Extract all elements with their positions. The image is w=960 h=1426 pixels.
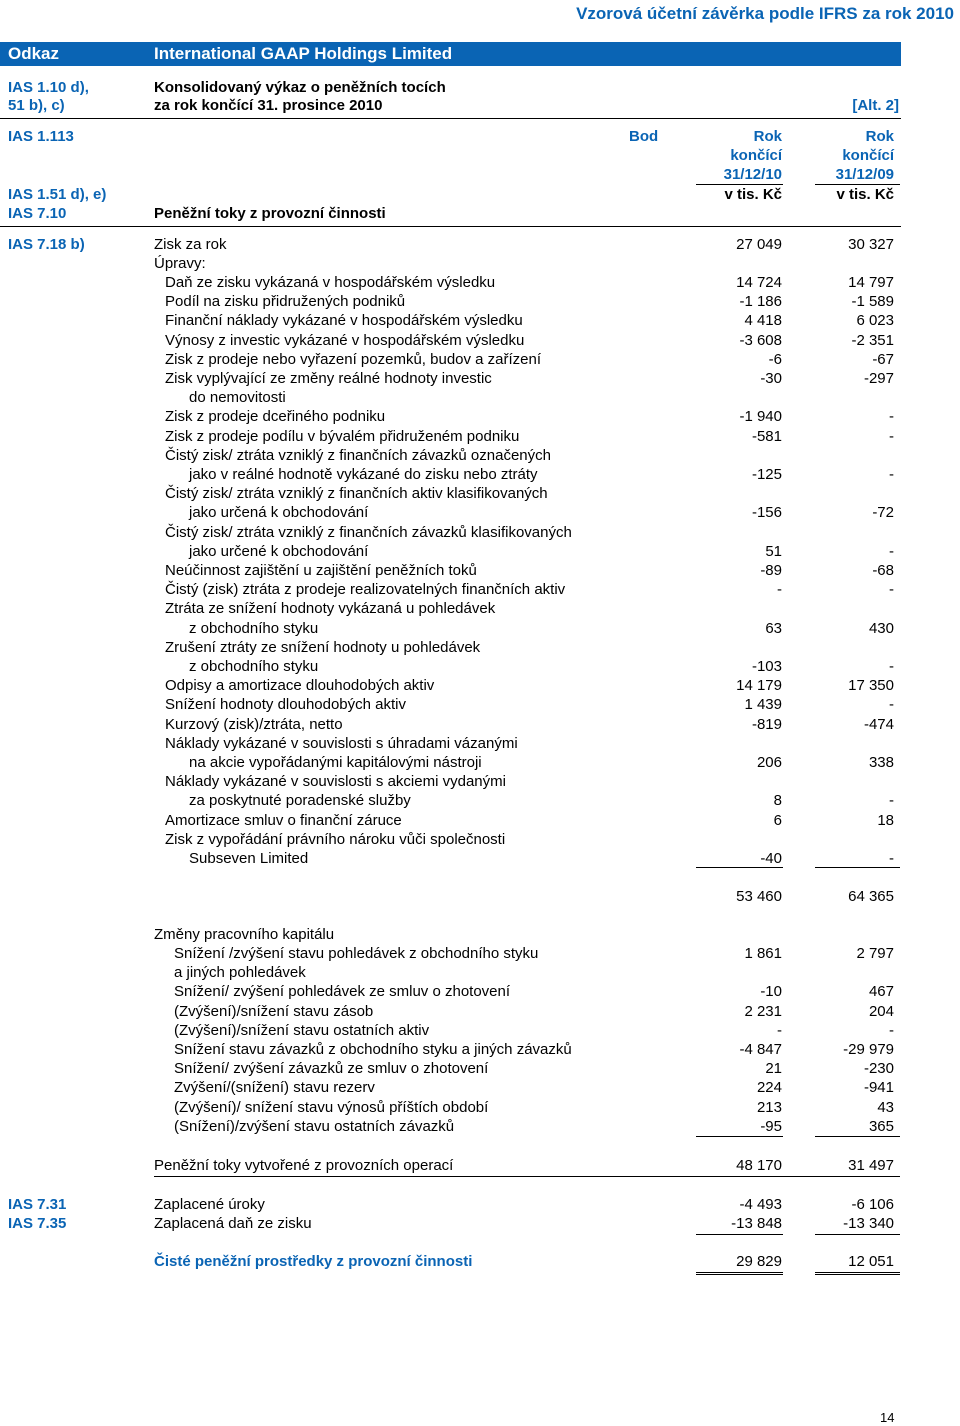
line-item-label: Zisk z prodeje nebo vyřazení pozemků, budov a zařízení [165, 351, 542, 368]
interest-label: Zaplacené úroky [154, 1196, 265, 1213]
line-item-label: a jiných pohledávek [174, 964, 306, 981]
line-item-value-2009: -941 [863, 1079, 894, 1096]
generated-value-2009: 31 497 [848, 1157, 894, 1174]
line-item-label: jako v reálné hodnotě vykázané do zisku nebo ztráty [189, 466, 538, 483]
net-cash-label: Čisté peněžní prostředky z provozní činnosti [154, 1253, 473, 1270]
line-item-value-2009: -1 589 [851, 293, 894, 310]
line-item-label: jako určená k obchodování [189, 504, 369, 521]
header-ref-2: IAS 1.51 d), e) [8, 186, 107, 203]
line-item-value-2010: 2 231 [744, 1003, 782, 1020]
line-item-label: Zisk vyplývající ze změny reálné hodnoty investic [165, 370, 492, 387]
line-item-value-2010: 1 861 [744, 945, 782, 962]
line-item-value-2010: 224 [756, 1079, 782, 1096]
company-name: International GAAP Holdings Limited [154, 44, 453, 63]
line-item-value-2010: -1 940 [739, 408, 782, 425]
interest-ref: IAS 7.31 [8, 1196, 67, 1213]
line-item-label: Snížení /zvýšení stavu pohledávek z obchodního styku [174, 945, 539, 962]
line-item-value-2009: 2 797 [856, 945, 894, 962]
line-item-value-2010: -3 608 [739, 332, 782, 349]
col2-header-rule [815, 184, 900, 185]
generated-value-2010: 48 170 [736, 1157, 782, 1174]
line-item-label: Čistý zisk/ ztráta vzniklý z finančních závazků označených [165, 447, 551, 464]
line-item-value-2009: -68 [872, 562, 894, 579]
wc-rule-2009 [815, 1136, 900, 1137]
line-item-value-2009: -72 [872, 504, 894, 521]
adjustments-label: Úpravy: [154, 255, 206, 272]
line-item-label: Zisk z prodeje dceřiného podniku [165, 408, 386, 425]
col2-unit: v tis. Kč [836, 186, 894, 203]
line-item-label: Ztráta ze snížení hodnoty vykázaná u pohledávek [165, 600, 496, 617]
title-underline [0, 118, 901, 119]
line-item-label: Zrušení ztráty ze snížení hodnoty u pohledávek [165, 639, 481, 656]
line-item-value-2010: -819 [751, 716, 782, 733]
line-item-label: z obchodního styku [189, 658, 319, 675]
profit-label: Zisk za rok [154, 236, 227, 253]
line-item-value-2010: -1 186 [739, 293, 782, 310]
interest-value-2010: -4 493 [739, 1196, 782, 1213]
profit-value-2009: 30 327 [848, 236, 894, 253]
line-item-label: Zisk z prodeje podílu v bývalém přidruženém podniku [165, 428, 520, 445]
col2-header-line-1: Rok [865, 128, 894, 145]
line-item-label: Kurzový (zisk)/ztráta, netto [165, 716, 343, 733]
line-item-value-2010: -4 847 [739, 1041, 782, 1058]
header-bottom-rule [0, 226, 901, 227]
statement-ref-line-1: IAS 1.10 d), [8, 79, 89, 96]
tax-value-2010: -13 848 [731, 1215, 782, 1232]
col1-header-line-1: Rok [753, 128, 782, 145]
line-item-value-2009: - [889, 658, 894, 675]
line-item-value-2010: -103 [751, 658, 782, 675]
line-item-value-2009: -474 [863, 716, 894, 733]
col1-header-rule [696, 184, 783, 185]
line-item-label: Náklady vykázané v souvislosti s úhradami vázanými [165, 735, 518, 752]
col2-header-line-2: končící [842, 147, 894, 164]
net-rule-2010-a [696, 1272, 783, 1273]
line-item-value-2009: -67 [872, 351, 894, 368]
line-item-value-2009: 430 [868, 620, 894, 637]
line-item-value-2009: - [889, 581, 894, 598]
line-item-label: Čistý zisk/ ztráta vzniklý z finančních aktiv klasifikovaných [165, 485, 548, 502]
line-item-value-2010: 63 [765, 620, 782, 637]
statement-ref-line-2: 51 b), c) [8, 97, 65, 114]
section-heading: Peněžní toky z provozní činnosti [154, 205, 386, 222]
line-item-value-2010: 51 [765, 543, 782, 560]
line-item-label: (Zvýšení)/ snížení stavu výnosů příštích období [174, 1099, 489, 1116]
tax-ref: IAS 7.35 [8, 1215, 67, 1232]
line-item-label: za poskytnuté poradenské služby [189, 792, 411, 809]
line-item-label: (Zvýšení)/snížení stavu ostatních aktiv [174, 1022, 430, 1039]
line-item-label: (Snížení)/zvýšení stavu ostatních závazků [174, 1118, 455, 1135]
line-item-value-2010: 213 [756, 1099, 782, 1116]
line-item-value-2010: - [777, 1022, 782, 1039]
line-item-value-2010: 1 439 [744, 696, 782, 713]
line-item-value-2009: - [889, 850, 894, 867]
line-item-label: Finanční náklady vykázané v hospodářském výsledku [165, 312, 523, 329]
line-item-label: Odpisy a amortizace dlouhodobých aktiv [165, 677, 435, 694]
line-item-value-2009: -29 979 [843, 1041, 894, 1058]
col1-unit: v tis. Kč [724, 186, 782, 203]
line-item-value-2010: 14 179 [736, 677, 782, 694]
line-item-label: Výnosy z investic vykázané v hospodářském výsledku [165, 332, 525, 349]
line-item-value-2010: 21 [765, 1060, 782, 1077]
line-item-value-2010: 6 [773, 812, 782, 829]
col1-header-line-2: končící [730, 147, 782, 164]
col1-header-line-3: 31/12/10 [723, 166, 782, 183]
net-rule-2009-a [815, 1272, 900, 1273]
line-item-value-2009: 467 [868, 983, 894, 1000]
line-item-label: Subseven Limited [189, 850, 309, 867]
line-item-value-2010: -125 [751, 466, 782, 483]
line-item-value-2009: 17 350 [848, 677, 894, 694]
line-item-value-2009: -2 351 [851, 332, 894, 349]
reference-column-label: Odkaz [8, 44, 60, 63]
line-item-value-2010: 206 [756, 754, 782, 771]
line-item-value-2009: 43 [877, 1099, 894, 1116]
line-item-value-2010: -6 [768, 351, 782, 368]
line-item-label: Náklady vykázané v souvislosti s akciemi vydanými [165, 773, 506, 790]
tax-value-2009: -13 340 [843, 1215, 894, 1232]
line-item-label: Čistý (zisk) ztráta z prodeje realizovatelných finančních aktiv [165, 581, 566, 598]
line-item-label: Čistý zisk/ ztráta vzniklý z finančních závazků klasifikovaných [165, 524, 572, 541]
working-capital-label: Změny pracovního kapitálu [154, 926, 335, 943]
line-item-value-2009: - [889, 792, 894, 809]
wc-rule-2010 [696, 1136, 783, 1137]
header-ref-3: IAS 7.10 [8, 205, 67, 222]
line-item-label: Snížení/ zvýšení závazků ze smluv o zhotovení [174, 1060, 489, 1077]
tax-rule-2010 [696, 1234, 783, 1235]
tax-rule-2009 [815, 1234, 900, 1235]
line-item-value-2010: - [777, 581, 782, 598]
line-item-value-2009: -297 [863, 370, 894, 387]
line-item-value-2010: -156 [751, 504, 782, 521]
line-item-label: z obchodního styku [189, 620, 319, 637]
line-item-value-2010: -89 [760, 562, 782, 579]
tax-label: Zaplacená daň ze zisku [154, 1215, 312, 1232]
line-item-value-2009: 14 797 [848, 274, 894, 291]
statement-title-line-1: Konsolidovaný výkaz o peněžních tocích [154, 79, 446, 96]
generated-rule [154, 1176, 900, 1177]
line-item-value-2009: - [889, 696, 894, 713]
net-cash-value-2009: 12 051 [848, 1253, 894, 1270]
company-banner [0, 42, 901, 66]
line-item-value-2010: 14 724 [736, 274, 782, 291]
line-item-value-2010: 4 418 [744, 312, 782, 329]
line-item-label: Neúčinnost zajištění u zajištění peněžních toků [165, 562, 477, 579]
line-item-label: Zisk z vypořádání právního nároku vůči společnosti [165, 831, 506, 848]
page-number: 14 [880, 1410, 895, 1425]
line-item-value-2009: 18 [877, 812, 894, 829]
line-item-value-2009: - [889, 466, 894, 483]
subtotal-value-2009: 64 365 [848, 888, 894, 905]
subtotal-value-2010: 53 460 [736, 888, 782, 905]
line-item-label: jako určené k obchodování [189, 543, 369, 560]
line-item-label: Podíl na zisku přidružených podniků [165, 293, 406, 310]
adjustments-rule-2010 [696, 867, 783, 868]
line-item-value-2010: -581 [751, 428, 782, 445]
line-item-value-2009: - [889, 543, 894, 560]
line-item-label: Amortizace smluv o finanční záruce [165, 812, 402, 829]
statement-title-line-2: za rok končící 31. prosince 2010 [154, 97, 383, 114]
line-item-value-2010: -40 [760, 850, 782, 867]
line-item-label: do nemovitosti [189, 389, 286, 406]
line-item-value-2010: -30 [760, 370, 782, 387]
line-item-label: Snížení hodnoty dlouhodobých aktiv [165, 696, 407, 713]
ops-ref: IAS 7.18 b) [8, 236, 85, 253]
line-item-value-2010: 8 [773, 792, 782, 809]
line-item-value-2010: -10 [760, 983, 782, 1000]
line-item-label: (Zvýšení)/snížení stavu zásob [174, 1003, 374, 1020]
line-item-value-2009: 338 [868, 754, 894, 771]
alt-label: [Alt. 2] [852, 97, 899, 114]
line-item-label: na akcie vypořádanými kapitálovými nástroji [189, 754, 482, 771]
line-item-value-2010: -95 [760, 1118, 782, 1135]
line-item-value-2009: - [889, 1022, 894, 1039]
net-rule-2009-b [815, 1274, 900, 1275]
line-item-value-2009: - [889, 428, 894, 445]
line-item-value-2009: - [889, 408, 894, 425]
net-rule-2010-b [696, 1274, 783, 1275]
line-item-label: Snížení stavu závazků z obchodního styku a jiných závazků [174, 1041, 572, 1058]
line-item-value-2009: 365 [868, 1118, 894, 1135]
adjustments-rule-2009 [815, 867, 900, 868]
line-item-value-2009: 6 023 [856, 312, 894, 329]
generated-label: Peněžní toky vytvořené z provozních operací [154, 1157, 454, 1174]
line-item-label: Zvýšení/(snížení) stavu rezerv [174, 1079, 375, 1096]
profit-value-2010: 27 049 [736, 236, 782, 253]
document-title: Vzorová účetní závěrka podle IFRS za rok 2010 [576, 4, 954, 23]
net-cash-value-2010: 29 829 [736, 1253, 782, 1270]
line-item-label: Snížení/ zvýšení pohledávek ze smluv o zhotovení [174, 983, 511, 1000]
col2-header-line-3: 31/12/09 [835, 166, 894, 183]
header-ref-1: IAS 1.113 [8, 128, 74, 145]
note-column-header: Bod [629, 128, 659, 145]
line-item-value-2009: 204 [868, 1003, 894, 1020]
line-item-value-2009: -230 [863, 1060, 894, 1077]
line-item-label: Daň ze zisku vykázaná v hospodářském výsledku [165, 274, 496, 291]
interest-value-2009: -6 106 [851, 1196, 894, 1213]
